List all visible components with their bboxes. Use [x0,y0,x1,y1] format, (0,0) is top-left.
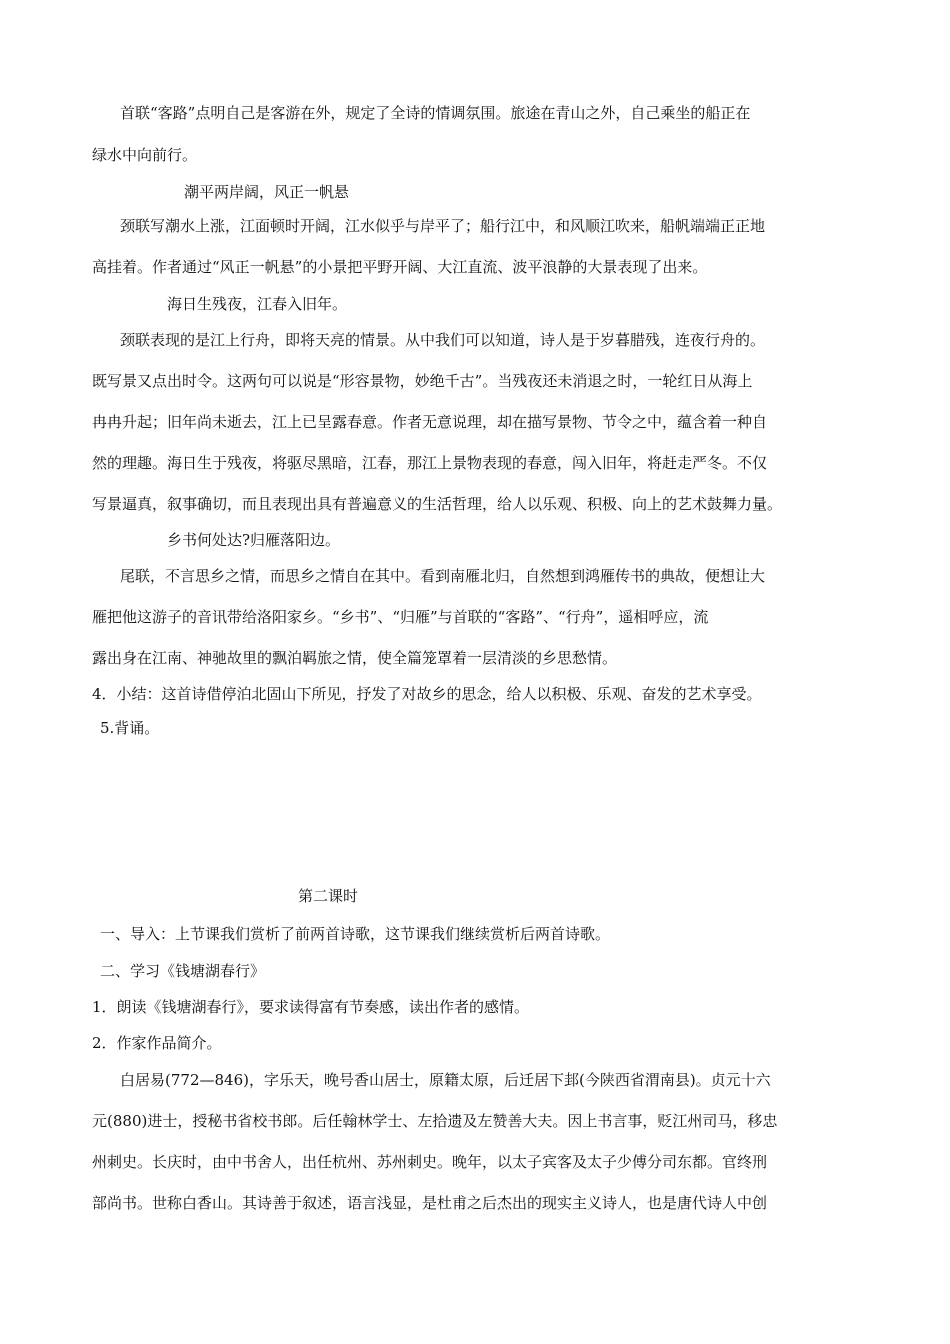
paragraph-line: 首联“客路”点明自己是客游在外，规定了全诗的情调氛围。旅途在青山之外，自己乘坐的船正在 [120,104,751,122]
list-item: 1．朗读《钱塘湖春行》，要求读得富有节奏感，读出作者的感情。 [92,998,530,1016]
list-item: 2．作家作品简介。 [92,1034,222,1052]
section-title: 第二课时 [298,887,359,905]
list-item: 5.背诵。 [100,719,160,737]
paragraph-line: 露出身在江南、神驰故里的飘泊羁旅之情，使全篇笼罩着一层清淡的乡思愁情。 [92,649,618,667]
paragraph-line: 颈联表现的是江上行舟，即将天亮的情景。从中我们可以知道，诗人是于岁暮腊残，连夜行舟的。 [120,331,766,349]
paragraph-line: 高挂着。作者通过“风正一帆悬”的小景把平野开阔、大江直流、波平浪静的大景表现了出来。 [92,258,708,276]
poem-line: 海日生残夜，江春入旧年。 [167,295,348,313]
paragraph-line: 绿水中向前行。 [92,146,198,164]
paragraph-line: 冉冉升起；旧年尚未逝去，江上已呈露春意。作者无意说理，却在描写景物、节令之中，蕴含着一种自 [92,413,768,431]
paragraph-line: 颈联写潮水上涨，江面顿时开阔，江水似乎与岸平了；船行江中，和风顺江吹来，船帆端端正正地 [120,217,766,235]
summary-line: 4．小结：这首诗借停泊北固山下所见，抒发了对故乡的思念，给人以积极、乐观、奋发的艺术享受。 [92,685,762,703]
paragraph-line: 既写景又点出时令。这两句可以说是“形容景物，妙绝千古”。当残夜还未消退之时，一轮红日从海上 [92,372,753,390]
paragraph-line: 尾联，不言思乡之情，而思乡之情自在其中。看到南雁北归，自然想到鸿雁传书的典故，便想让大 [120,567,766,585]
paragraph-line: 白居易(772—846)，字乐天，晚号香山居士，原籍太原，后迁居下邽(今陕西省渭南县)。贞元十六 [120,1071,771,1089]
paragraph-line: 雁把他这游子的音讯带给洛阳家乡。“乡书”、“归雁”与首联的“客路”、“行舟”，遥相呼应，流 [92,608,709,626]
poem-line: 潮平两岸阔，风正一帆悬 [184,183,350,201]
paragraph-line: 然的理趣。海日生于残夜，将驱尽黑暗，江春，那江上景物表现的春意，闯入旧年，将赶走严冬。不仅 [92,454,768,472]
paragraph-line: 州刺史。长庆时，由中书舍人，出任杭州、苏州刺史。晚年，以太子宾客及太子少傅分司东都。官终刑 [92,1153,768,1171]
paragraph-line: 元(880)进士，授秘书省校书郎。后任翰林学士、左拾遗及左赞善大夫。因上书言事，贬江州司马，移忠 [92,1112,778,1130]
poem-line: 乡书何处达?归雁落阳边。 [167,531,341,549]
section-heading: 二、学习《钱塘湖春行》 [100,962,266,980]
paragraph-line: 部尚书。世称白香山。其诗善于叙述，语言浅显，是杜甫之后杰出的现实主义诗人，也是唐代诗人中创 [92,1194,768,1212]
section-heading: 一、导入：上节课我们赏析了前两首诗歌，这节课我们继续赏析后两首诗歌。 [100,925,611,943]
paragraph-line: 写景逼真，叙事确切，而且表现出具有普遍意义的生活哲理，给人以乐观、积极、向上的艺术鼓舞力量。 [92,495,783,513]
